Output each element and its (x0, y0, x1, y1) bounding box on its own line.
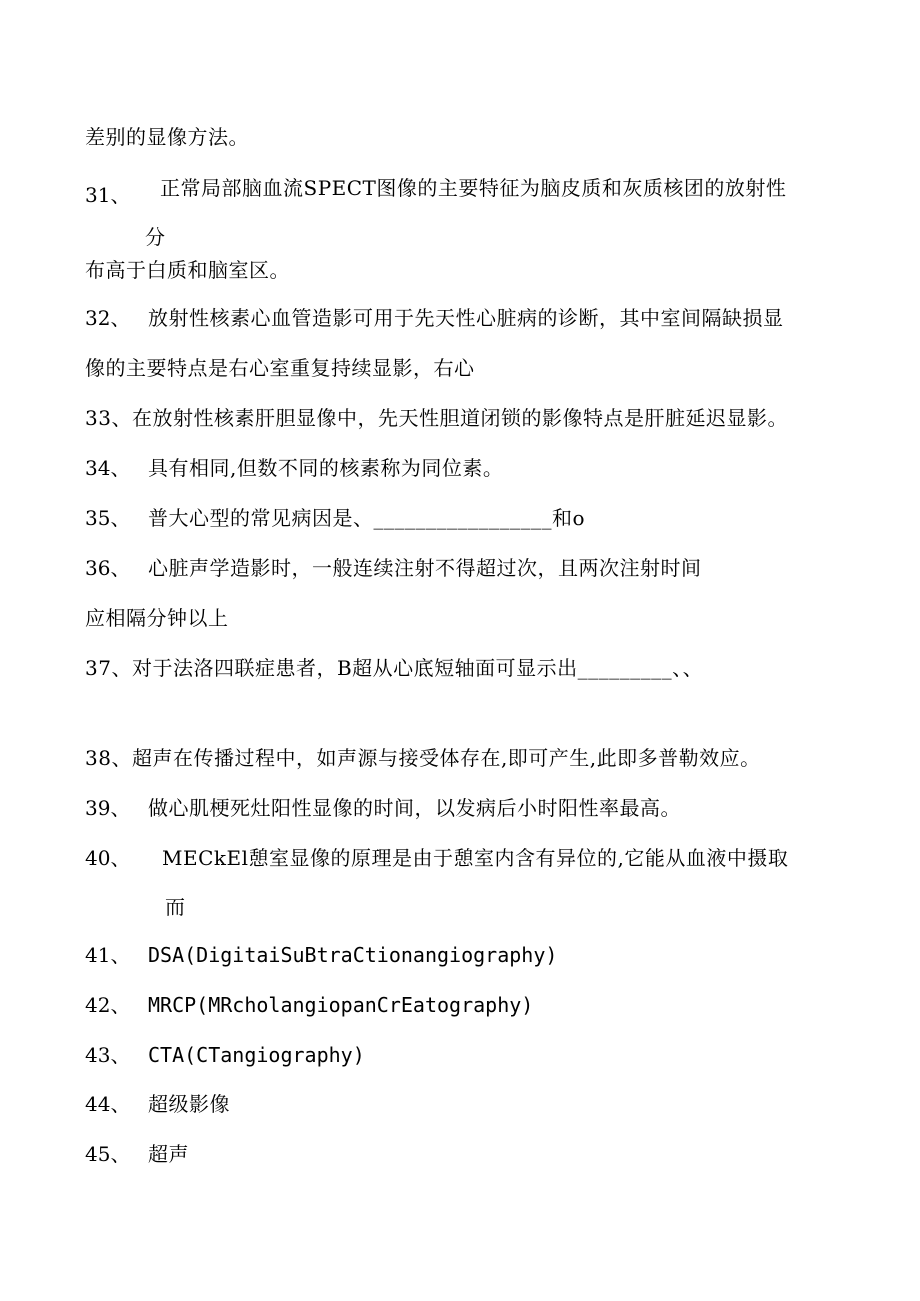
q34-number: 34、 (85, 456, 131, 480)
q31-line1: 正常局部脑血流SPECT图像的主要特征为脑皮质和灰质核团的放射性 (160, 176, 787, 200)
q31-line3: 布高于白质和脑室区。 (85, 258, 290, 282)
q43-line1: CTA(CTangiography) (148, 1043, 365, 1067)
q31-number: 31、 (85, 183, 131, 207)
q36-number: 36、 (85, 556, 131, 580)
q35-line1: 普大心型的常见病因是、_________________和o (148, 506, 586, 530)
intro-text: 差别的显像方法。 (85, 125, 249, 149)
q33-text: 33、在放射性核素肝胆显像中，先天性胆道闭锁的影像特点是肝脏延迟显影。 (85, 406, 788, 430)
q40-line1: MECkEl憩室显像的原理是由于憩室内含有异位的,它能从血液中摄取 (162, 846, 789, 870)
q43-number: 43、 (85, 1043, 131, 1067)
q36-line1: 心脏声学造影时，一般连续注射不得超过次，且两次注射时间 (148, 556, 702, 580)
q45-number: 45、 (85, 1142, 131, 1166)
q32-number: 32、 (85, 306, 131, 330)
q40-number: 40、 (85, 846, 131, 870)
q44-number: 44、 (85, 1092, 131, 1116)
q42-number: 42、 (85, 993, 131, 1017)
q38-text: 38、超声在传播过程中，如声源与接受体存在,即可产生,此即多普勒效应。 (85, 746, 761, 770)
q36-line2: 应相隔分钟以上 (85, 606, 229, 630)
q32-line2: 像的主要特点是右心室重复持续显影，右心 (85, 356, 475, 380)
q41-line1: DSA(DigitaiSuBtraCtionangiography) (148, 943, 558, 967)
q31-line2: 分 (145, 225, 166, 249)
q37-text: 37、对于法洛四联症患者，B超从心底短轴面可显示出_________、、 (85, 656, 704, 680)
q34-line1: 具有相同,但数不同的核素称为同位素。 (148, 456, 504, 480)
q40-line2: 而 (165, 895, 186, 919)
q42-line1: MRCP(MRcholangiopanCrEatography) (148, 993, 534, 1017)
q39-number: 39、 (85, 796, 131, 820)
q35-number: 35、 (85, 506, 131, 530)
q45-line1: 超声 (148, 1142, 189, 1166)
q44-line1: 超级影像 (148, 1092, 230, 1116)
q41-number: 41、 (85, 943, 131, 967)
q32-line1: 放射性核素心血管造影可用于先天性心脏病的诊断，其中室间隔缺损显 (148, 306, 784, 330)
q39-line1: 做心肌梗死灶阳性显像的时间，以发病后小时阳性率最高。 (148, 796, 681, 820)
